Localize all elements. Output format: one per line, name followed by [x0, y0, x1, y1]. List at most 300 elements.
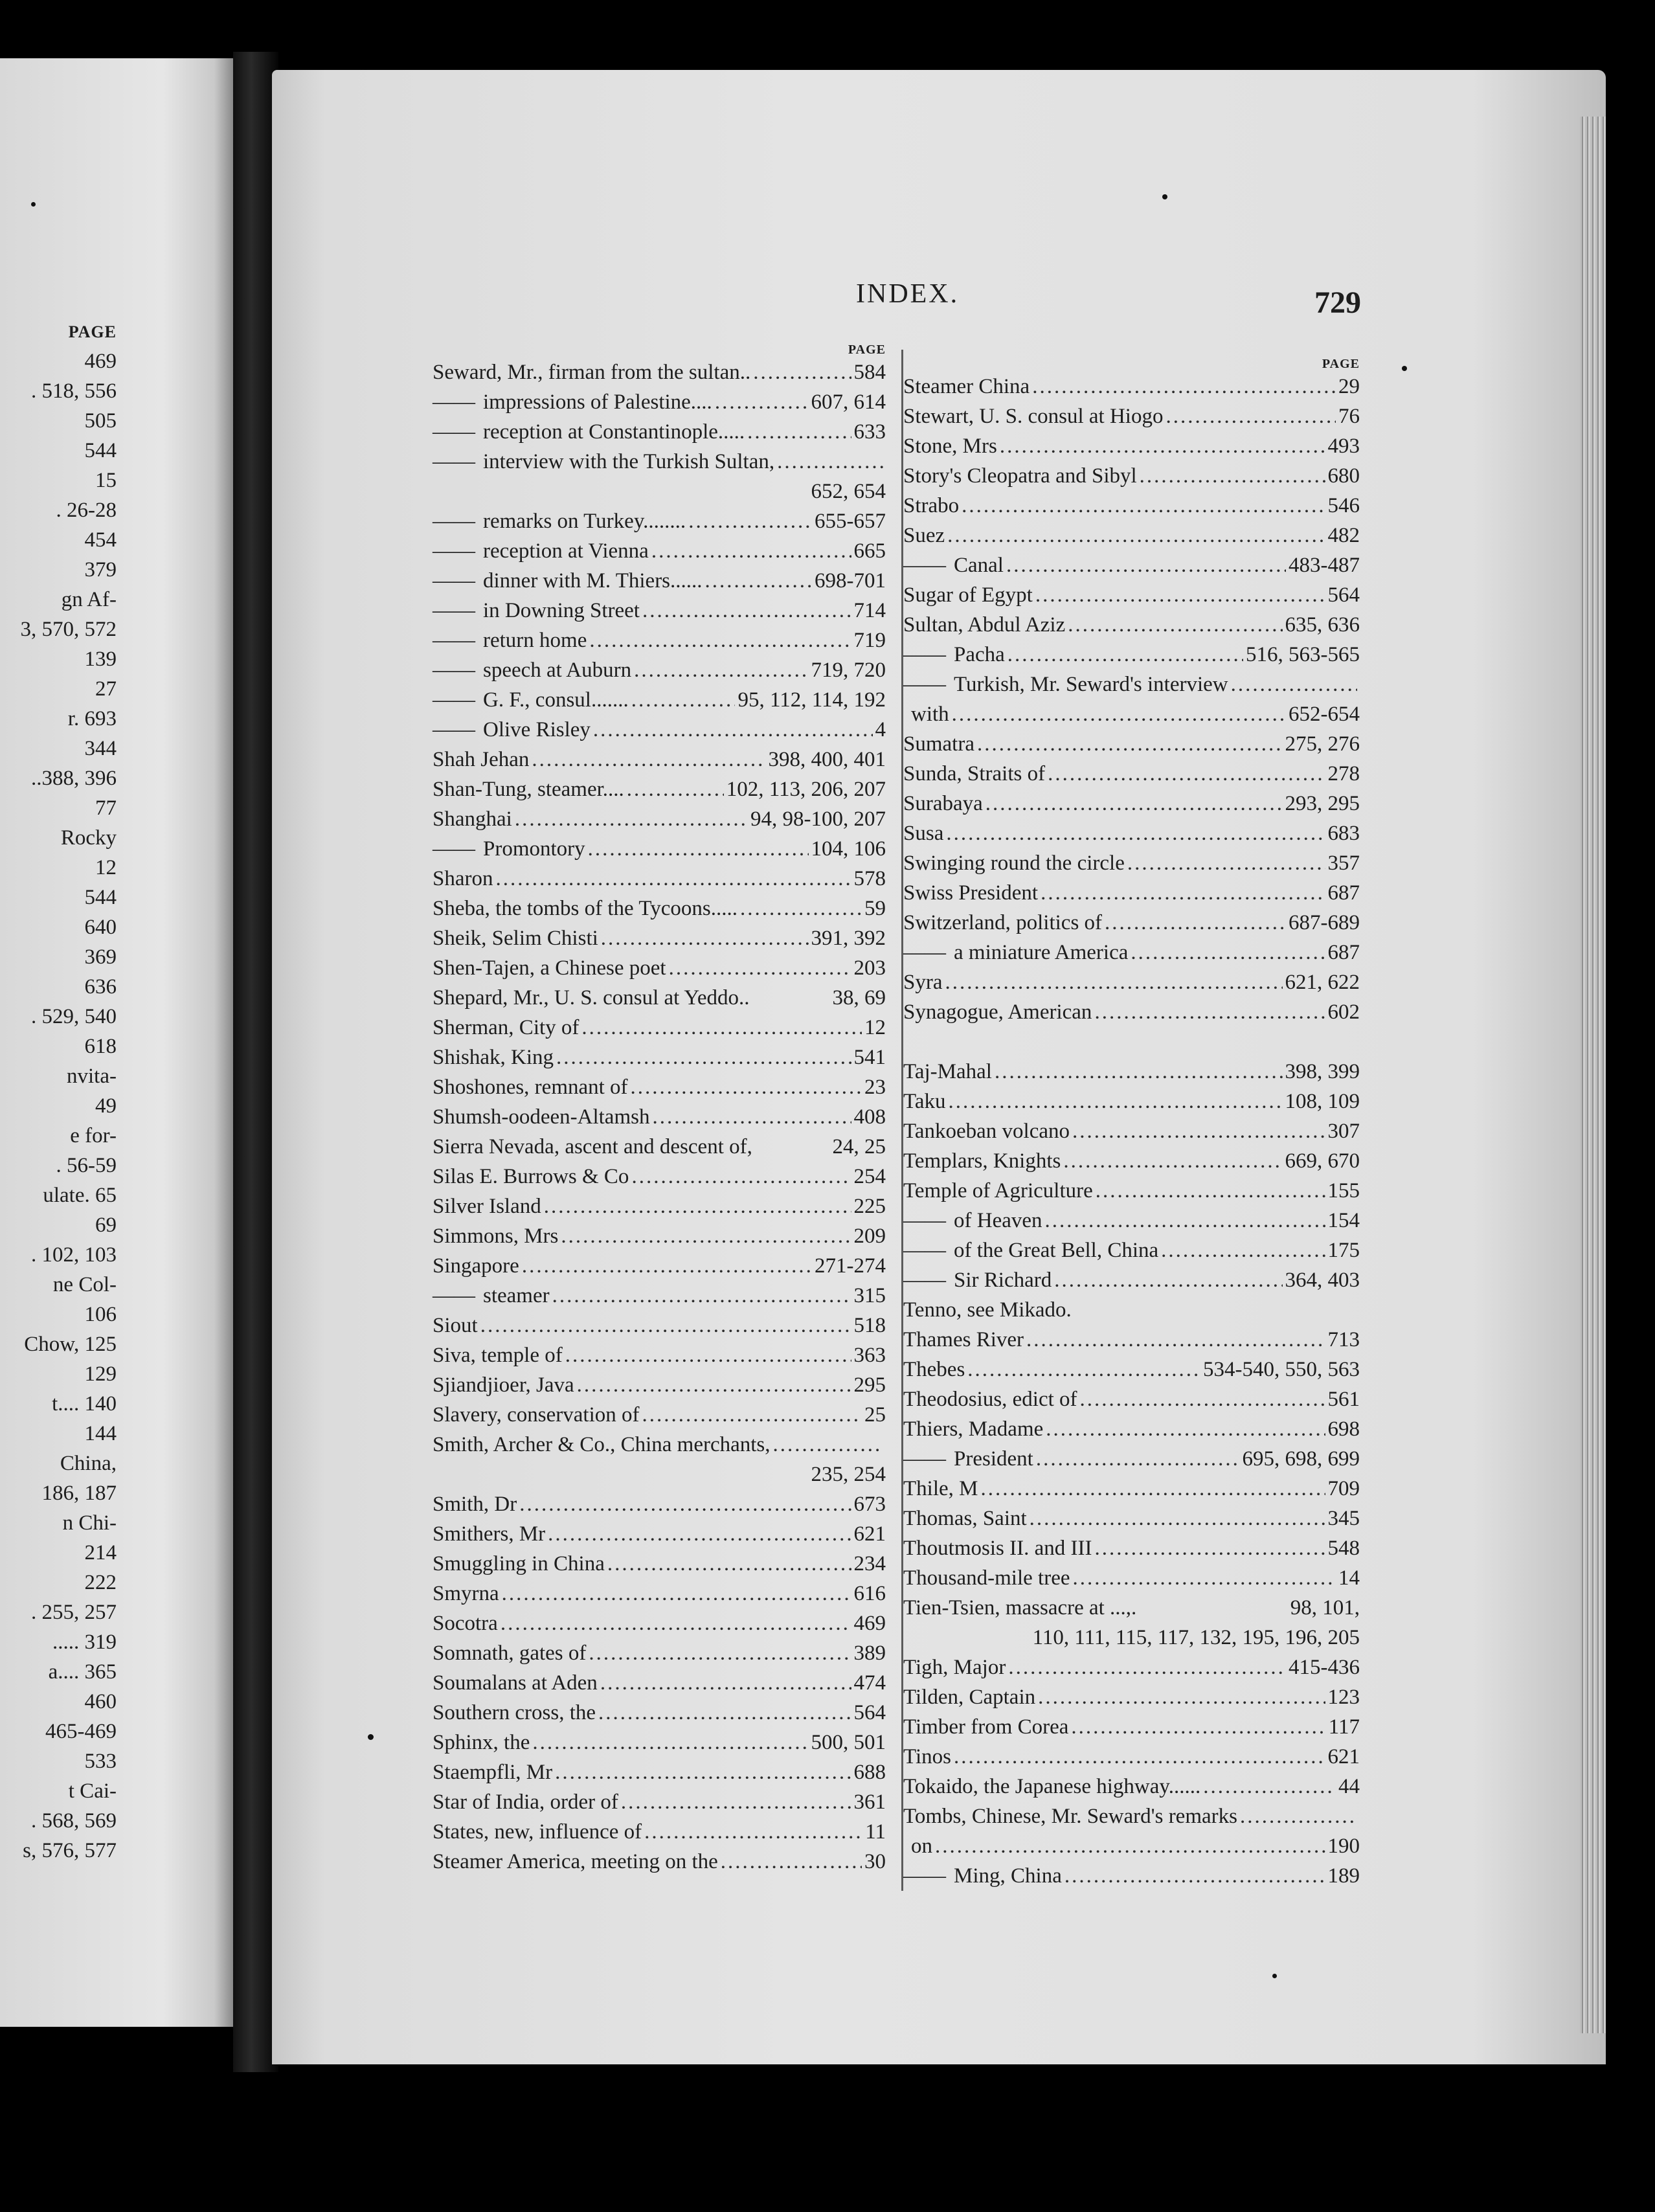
entry-text: Smyrna — [433, 1582, 499, 1605]
facing-page-line: 77 — [95, 796, 117, 820]
entry-text: Swinging round the circle — [903, 852, 1125, 875]
index-entry — [903, 878, 1360, 908]
dot-leader — [607, 1549, 851, 1579]
dot-leader — [522, 1251, 812, 1281]
dot-leader — [954, 1742, 1325, 1772]
facing-page-line: 49 — [95, 1094, 117, 1118]
entry-pages: 361 — [853, 1790, 886, 1814]
dot-leader — [631, 1072, 862, 1102]
entry-pages: 389 — [853, 1642, 886, 1665]
index-entry — [903, 1861, 1360, 1891]
entry-pages: 295 — [853, 1373, 886, 1397]
entry-pages: 315 — [853, 1284, 886, 1307]
running-head: INDEX. — [856, 279, 960, 309]
index-entry — [433, 357, 886, 387]
entry-text: remarks on Turkey........ — [483, 510, 686, 533]
entry-text: Seward, Mr., firman from the sultan.. — [433, 361, 751, 384]
repeat-dash: —— — [433, 450, 475, 473]
dot-leader — [581, 1013, 862, 1043]
entry-pages: 363 — [853, 1344, 886, 1367]
entry-pages: 621, 622 — [1285, 971, 1360, 994]
index-entry — [903, 759, 1360, 789]
entry-text: impressions of Palestine.... — [483, 390, 712, 414]
index-entry — [903, 1325, 1360, 1355]
entry-text: Smuggling in China — [433, 1552, 605, 1575]
dot-leader — [642, 1400, 862, 1430]
entry-pages: 713 — [1327, 1328, 1360, 1351]
entry-text: Smithers, Mr — [433, 1522, 546, 1546]
entry-text: Temple of Agriculture — [903, 1179, 1093, 1202]
facing-page-line: . 56-59 — [56, 1154, 117, 1177]
dot-leader — [588, 834, 809, 864]
entry-text: Thames River — [903, 1328, 1024, 1351]
entry-pages: 602 — [1327, 1000, 1360, 1024]
left-entries — [433, 357, 886, 1877]
index-entry — [903, 1236, 1360, 1265]
dot-leader — [977, 729, 1283, 759]
facing-page-line: ..... 319 — [52, 1631, 117, 1654]
index-entry — [903, 818, 1360, 848]
entry-text: Somnath, gates of — [433, 1642, 587, 1665]
entry-text: Shoshones, remnant of — [433, 1076, 628, 1099]
repeat-dash: —— — [903, 554, 946, 577]
index-entry — [433, 1489, 886, 1519]
dot-leader — [967, 1355, 1200, 1384]
index-entry — [433, 417, 886, 447]
entry-text: Promontory — [483, 837, 585, 861]
facing-page-line: ..388, 396 — [31, 767, 117, 790]
index-entry — [433, 596, 886, 626]
entry-pages: 621 — [853, 1522, 886, 1546]
dot-leader — [1064, 1861, 1325, 1891]
facing-page — [0, 58, 233, 2027]
dot-leader — [1026, 1325, 1325, 1355]
dot-leader — [565, 1340, 851, 1370]
index-entry — [433, 1281, 886, 1311]
dot-leader — [935, 1831, 1325, 1861]
entry-continuation-pages: 652, 654 — [811, 480, 886, 503]
index-entry — [903, 997, 1360, 1027]
entry-pages: 516, 563-565 — [1246, 643, 1360, 666]
facing-page-line: n Chi- — [62, 1511, 117, 1535]
index-entry — [903, 1533, 1360, 1563]
entry-pages: 108, 109 — [1285, 1090, 1360, 1113]
entry-text: Sugar of Egypt — [903, 583, 1033, 607]
index-entry — [433, 1579, 886, 1608]
facing-page-line: . 529, 540 — [31, 1005, 117, 1028]
facing-page-line: a.... 365 — [48, 1660, 117, 1684]
dot-leader — [1038, 1682, 1325, 1712]
index-entry — [433, 387, 886, 417]
entry-text: of the Great Bell, China — [954, 1239, 1159, 1262]
facing-page-line: 186, 187 — [41, 1482, 117, 1505]
dot-leader — [631, 1162, 851, 1191]
dot-leader — [985, 789, 1283, 818]
index-entry — [903, 580, 1360, 610]
entry-text: Soumalans at Aden — [433, 1671, 598, 1695]
index-entry — [903, 1474, 1360, 1504]
entry-pages: 95, 112, 114, 192 — [737, 688, 886, 712]
entry-text: return home — [483, 629, 587, 652]
entry-pages: 616 — [853, 1582, 886, 1605]
facing-page-line: 469 — [84, 350, 117, 373]
index-entry — [433, 804, 886, 834]
index-entry — [903, 1801, 1360, 1831]
dot-leader — [552, 1281, 851, 1311]
entry-pages: 102, 113, 206, 207 — [726, 778, 886, 801]
dot-leader — [669, 953, 851, 983]
entry-pages: 683 — [1327, 822, 1360, 845]
dot-leader — [1048, 759, 1325, 789]
index-entry — [903, 461, 1360, 491]
entry-pages: 271-274 — [815, 1254, 886, 1278]
entry-text: Syra — [903, 971, 943, 994]
entry-text: with — [911, 703, 949, 726]
entry-pages: 493 — [1327, 435, 1360, 458]
dot-leader — [600, 1668, 851, 1698]
index-entry — [433, 774, 886, 804]
dot-leader — [962, 491, 1325, 521]
entry-text: Synagogue, American — [903, 1000, 1092, 1024]
dot-leader — [753, 357, 851, 387]
entry-pages: 225 — [853, 1195, 886, 1218]
repeat-dash: —— — [433, 688, 475, 712]
dot-leader — [688, 506, 812, 536]
facing-page-line: 344 — [84, 737, 117, 760]
dot-leader — [1231, 670, 1357, 699]
index-entry — [433, 1430, 886, 1460]
entry-text: Steamer America, meeting on the — [433, 1850, 718, 1873]
index-entry — [903, 1563, 1360, 1593]
facing-page-line: 139 — [84, 648, 117, 671]
entry-continuation-pages: 235, 254 — [811, 1463, 886, 1486]
entry-pages: 541 — [853, 1046, 886, 1069]
entry-pages: 652-654 — [1289, 703, 1360, 726]
entry-pages: 278 — [1327, 762, 1360, 785]
dot-leader — [1030, 1504, 1325, 1533]
dot-leader — [515, 804, 748, 834]
index-entry — [433, 745, 886, 774]
entry-pages: 698 — [1327, 1417, 1360, 1441]
index-entry — [903, 1206, 1360, 1236]
index-entry — [433, 1757, 886, 1787]
index-entry — [903, 848, 1360, 878]
dot-leader — [995, 1057, 1283, 1087]
entry-pages: 44 — [1338, 1775, 1360, 1798]
entry-text: Taj-Mahal — [903, 1060, 992, 1083]
dot-leader — [1000, 431, 1325, 461]
entry-pages: 11 — [865, 1820, 886, 1844]
index-entry — [433, 566, 886, 596]
facing-page-line: 12 — [95, 856, 117, 879]
entry-text: Ming, China — [954, 1864, 1062, 1888]
page-edge — [1580, 117, 1606, 2033]
entry-text: dinner with M. Thiers...... — [483, 569, 703, 592]
dot-leader — [627, 774, 724, 804]
entry-pages: 518 — [853, 1314, 886, 1337]
entry-pages: 4 — [875, 718, 886, 741]
entry-text: Socotra — [433, 1612, 498, 1635]
letter-section-gap — [903, 1027, 1360, 1057]
index-entry — [903, 1355, 1360, 1384]
ink-speck — [1272, 1974, 1277, 1978]
entry-pages: 98, 101, — [1290, 1596, 1360, 1620]
ink-speck — [31, 202, 36, 207]
index-entry — [433, 1400, 886, 1430]
entry-pages: 25 — [864, 1403, 886, 1427]
entry-pages: 469 — [853, 1612, 886, 1635]
index-column-right — [903, 356, 1360, 1891]
entry-text: G. F., consul....... — [483, 688, 629, 712]
dot-leader — [1045, 1206, 1325, 1236]
index-entry — [903, 521, 1360, 550]
entry-text: Templars, Knights — [903, 1149, 1061, 1173]
index-entry — [903, 1087, 1360, 1116]
dot-leader — [532, 745, 765, 774]
entry-pages: 254 — [853, 1165, 886, 1188]
dot-leader — [947, 521, 1325, 550]
repeat-dash: —— — [433, 599, 475, 622]
entry-text: Shepard, Mr., U. S. consul at Yeddo.. — [433, 986, 750, 1010]
dot-leader — [548, 1519, 851, 1549]
dot-leader — [556, 1043, 851, 1072]
entry-text: Shumsh-oodeen-Altamsh — [433, 1105, 650, 1129]
index-entry — [433, 1847, 886, 1877]
index-entry — [433, 1251, 886, 1281]
entry-pages: 698-701 — [815, 569, 886, 592]
entry-pages: 680 — [1327, 464, 1360, 488]
entry-pages: 687-689 — [1289, 911, 1360, 934]
entry-pages: 687 — [1327, 881, 1360, 905]
entry-text: Tombs, Chinese, Mr. Seward's remarks — [903, 1805, 1237, 1828]
entry-pages: 482 — [1327, 524, 1360, 547]
index-entry — [903, 610, 1360, 640]
dot-leader — [1094, 1533, 1325, 1563]
entry-text: Tokaido, the Japanese highway...... — [903, 1775, 1201, 1798]
entry-text: Siout — [433, 1314, 478, 1337]
entry-text: interview with the Turkish Sultan, — [483, 450, 775, 473]
entry-text: Shan-Tung, steamer.... — [433, 778, 624, 801]
entry-text: Sheba, the tombs of the Tycoons..... — [433, 897, 737, 920]
entry-text: Suez — [903, 524, 945, 547]
index-entry — [903, 431, 1360, 461]
facing-page-line: 544 — [84, 439, 117, 462]
index-entry — [903, 1295, 1360, 1325]
entry-text: Sierra Nevada, ascent and descent of, — [433, 1135, 752, 1158]
entry-text: reception at Vienna — [483, 539, 649, 563]
dot-leader — [631, 685, 736, 715]
dot-leader — [1068, 610, 1282, 640]
page-number: 729 — [1314, 286, 1361, 320]
index-entry — [903, 1742, 1360, 1772]
entry-text: Switzerland, politics of — [903, 911, 1103, 934]
index-entry — [903, 401, 1360, 431]
index-entry — [433, 1162, 886, 1191]
index-entry — [903, 640, 1360, 670]
entry-text: a miniature America — [954, 941, 1129, 964]
index-entry — [433, 1340, 886, 1370]
index-entry — [903, 1593, 1360, 1623]
index-entry — [903, 1682, 1360, 1712]
index-entry — [903, 699, 1360, 729]
facing-page-line: 533 — [84, 1750, 117, 1773]
index-entry — [433, 894, 886, 923]
index-entry — [903, 491, 1360, 521]
dot-leader — [747, 417, 851, 447]
index-entry — [433, 655, 886, 685]
entry-text: Canal — [954, 554, 1004, 577]
dot-leader — [1165, 401, 1336, 431]
index-entry — [433, 864, 886, 894]
entry-pages: 635, 636 — [1285, 613, 1360, 637]
index-entry — [903, 938, 1360, 967]
dot-leader — [642, 596, 851, 626]
entry-text: Sunda, Straits of — [903, 762, 1046, 785]
entry-text: Tien-Tsien, massacre at ...,. — [903, 1596, 1137, 1620]
entry-pages: 688 — [853, 1761, 886, 1784]
column-page-label: PAGE — [848, 343, 886, 357]
index-entry — [433, 1102, 886, 1132]
entry-pages: 719 — [853, 629, 886, 652]
facing-page-lines — [0, 346, 117, 1866]
entry-text: Shah Jehan — [433, 748, 530, 771]
index-entry — [433, 834, 886, 864]
index-entry — [433, 1013, 886, 1043]
dot-leader — [1032, 372, 1336, 401]
entry-pages: 29 — [1338, 375, 1360, 398]
entry-text: Swiss President — [903, 881, 1039, 905]
entry-text: Shen-Tajen, a Chinese poet — [433, 956, 666, 980]
index-entry — [903, 1653, 1360, 1682]
entry-pages: 534-540, 550, 563 — [1203, 1358, 1360, 1381]
entry-text: Sharon — [433, 867, 493, 890]
entry-text: Steamer China — [903, 375, 1030, 398]
facing-page-line: . 102, 103 — [31, 1243, 117, 1267]
entry-pages: 155 — [1327, 1179, 1360, 1202]
index-entry — [903, 1265, 1360, 1295]
dot-leader — [1131, 938, 1325, 967]
dot-leader — [589, 626, 851, 655]
dot-leader — [577, 1370, 851, 1400]
entry-pages: 673 — [853, 1493, 886, 1516]
facing-page-line: 544 — [84, 886, 117, 909]
entry-pages: 203 — [853, 956, 886, 980]
dot-leader — [715, 387, 809, 417]
dot-leader — [1072, 1116, 1325, 1146]
index-entry — [903, 1116, 1360, 1146]
entry-text: Smith, Dr — [433, 1493, 517, 1516]
entry-text: Tenno, see Mikado. — [903, 1298, 1072, 1322]
ink-speck — [1162, 194, 1167, 199]
dot-leader — [593, 715, 873, 745]
dot-leader — [1046, 1414, 1325, 1444]
entry-text: Singapore — [433, 1254, 519, 1278]
entry-text: Thomas, Saint — [903, 1507, 1027, 1530]
dot-leader — [721, 1847, 862, 1877]
facing-page-line: 618 — [84, 1035, 117, 1058]
entry-continuation-pages: 110, 111, 115, 117, 132, 195, 196, 205 — [1032, 1626, 1360, 1649]
dot-leader — [946, 818, 1325, 848]
entry-pages: 59 — [864, 897, 886, 920]
dot-leader — [1041, 878, 1325, 908]
entry-pages: 564 — [853, 1701, 886, 1724]
entry-text: Pacha — [954, 643, 1005, 666]
entry-pages: 234 — [853, 1552, 886, 1575]
repeat-dash: —— — [903, 673, 946, 696]
entry-pages: 607, 614 — [811, 390, 886, 414]
entry-pages: 275, 276 — [1285, 732, 1360, 756]
entry-text: Olive Risley — [483, 718, 591, 741]
facing-page-line: . 518, 556 — [31, 379, 117, 403]
entry-text: Sjiandjioer, Java — [433, 1373, 574, 1397]
entry-text: President — [954, 1447, 1033, 1471]
facing-page-line: China, — [60, 1452, 117, 1475]
index-entry — [433, 1728, 886, 1757]
entry-text: Stewart, U. S. consul at Hiogo — [903, 405, 1164, 428]
dot-leader — [1203, 1772, 1336, 1801]
dot-leader — [502, 1579, 851, 1608]
repeat-dash: —— — [433, 569, 475, 592]
dot-leader — [1105, 908, 1286, 938]
facing-page-line: ne Col- — [52, 1273, 117, 1296]
entry-text: in Downing Street — [483, 599, 640, 622]
entry-text: speech at Auburn — [483, 659, 632, 682]
index-entry — [903, 1504, 1360, 1533]
index-entry — [433, 536, 886, 566]
facing-page-line: . 255, 257 — [31, 1601, 117, 1624]
entry-pages: 391, 392 — [811, 927, 886, 950]
index-entry — [433, 1519, 886, 1549]
dot-leader — [1008, 640, 1243, 670]
entry-text: Shanghai — [433, 807, 512, 831]
entry-pages: 345 — [1327, 1507, 1360, 1530]
repeat-dash: —— — [433, 629, 475, 652]
repeat-dash: —— — [433, 718, 475, 741]
dot-leader — [945, 967, 1283, 997]
repeat-dash: —— — [903, 1447, 946, 1471]
entry-text: Staempfli, Mr — [433, 1761, 553, 1784]
entry-text: Taku — [903, 1090, 946, 1113]
dot-leader — [519, 1489, 851, 1519]
entry-text: Thebes — [903, 1358, 965, 1381]
entry-text: Smith, Archer & Co., China merchants, — [433, 1433, 771, 1456]
entry-text: Thousand-mile tree — [903, 1566, 1070, 1590]
entry-text: Tinos — [903, 1745, 952, 1768]
dot-leader — [601, 923, 809, 953]
index-entry — [433, 1549, 886, 1579]
dot-leader — [740, 894, 862, 923]
facing-page-line: Rocky — [60, 826, 117, 850]
entry-text: of Heaven — [954, 1209, 1042, 1232]
entry-pages: 561 — [1327, 1388, 1360, 1411]
ink-speck — [1402, 366, 1407, 371]
repeat-dash: —— — [433, 510, 475, 533]
entry-pages: 548 — [1327, 1537, 1360, 1560]
entry-text: Sheik, Selim Chisti — [433, 927, 598, 950]
dot-leader — [1094, 997, 1325, 1027]
entry-pages: 123 — [1327, 1686, 1360, 1709]
index-entry — [433, 715, 886, 745]
facing-page-line: 214 — [84, 1541, 117, 1564]
dot-leader — [1008, 1653, 1286, 1682]
entry-pages: 189 — [1327, 1864, 1360, 1888]
index-entry — [433, 1191, 886, 1221]
index-entry — [433, 1072, 886, 1102]
facing-page-line: gn Af- — [61, 588, 117, 611]
facing-page-line: 144 — [84, 1422, 117, 1445]
index-entry — [903, 1384, 1360, 1414]
dot-leader — [1063, 1146, 1282, 1176]
